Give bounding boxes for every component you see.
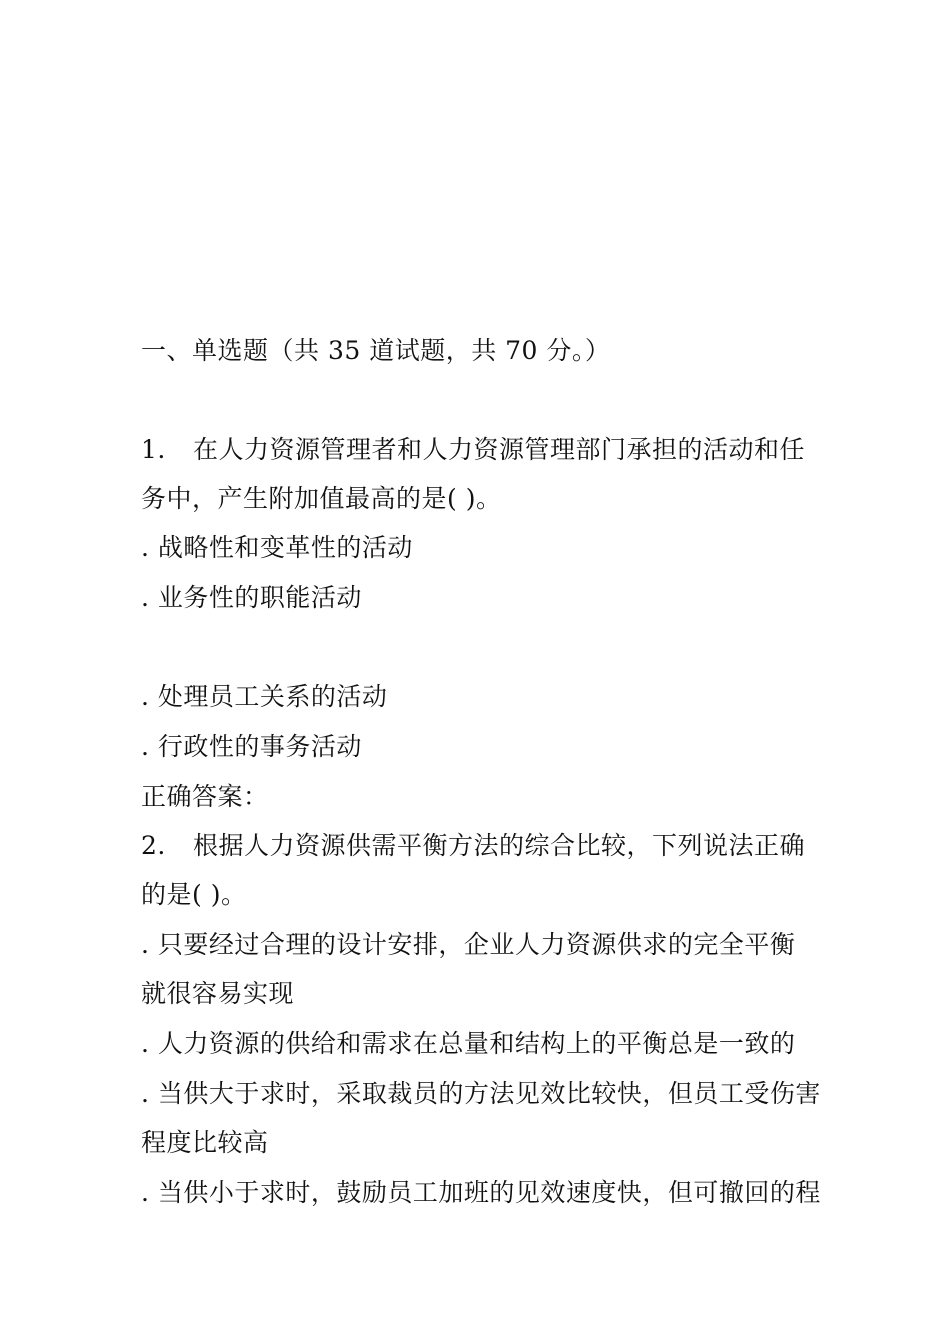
question-1-answer-label: 正确答案：	[141, 782, 269, 811]
question-1-option-a: . 战略性和变革性的活动	[141, 533, 413, 562]
question-1-stem-line2: 务中，产生附加值最高的是( )。	[141, 484, 502, 513]
question-1-option-c: . 处理员工关系的活动	[141, 682, 388, 711]
section-title: 一、单选题（共 35 道试题，共 70 分。）	[141, 336, 611, 365]
question-2-option-c-line2: 程度比较高	[141, 1128, 269, 1157]
question-2-stem-line2: 的是( )。	[141, 880, 247, 909]
question-1-number: 1.	[141, 435, 166, 464]
question-2-option-d-line1: . 当供小于求时，鼓励员工加班的见效速度快，但可撤回的程	[141, 1178, 821, 1207]
question-1-option-d: . 行政性的事务活动	[141, 732, 362, 761]
question-2-stem	[141, 829, 805, 863]
question-2-option-c-line1: . 当供大于求时，采取裁员的方法见效比较快，但员工受伤害	[141, 1079, 821, 1108]
question-1-stem	[141, 433, 805, 467]
question-2-option-a-line2: 就很容易实现	[141, 979, 295, 1008]
question-2-option-b: . 人力资源的供给和需求在总量和结构上的平衡总是一致的	[141, 1029, 796, 1058]
question-2-number: 2.	[141, 831, 166, 860]
question-2-stem-line1: 根据人力资源供需平衡方法的综合比较，下列说法正确	[193, 831, 806, 860]
question-1-option-b: . 业务性的职能活动	[141, 583, 362, 612]
question-1-stem-line1: 在人力资源管理者和人力资源管理部门承担的活动和任	[193, 435, 806, 464]
question-2-option-a-line1: . 只要经过合理的设计安排，企业人力资源供求的完全平衡	[141, 930, 796, 959]
